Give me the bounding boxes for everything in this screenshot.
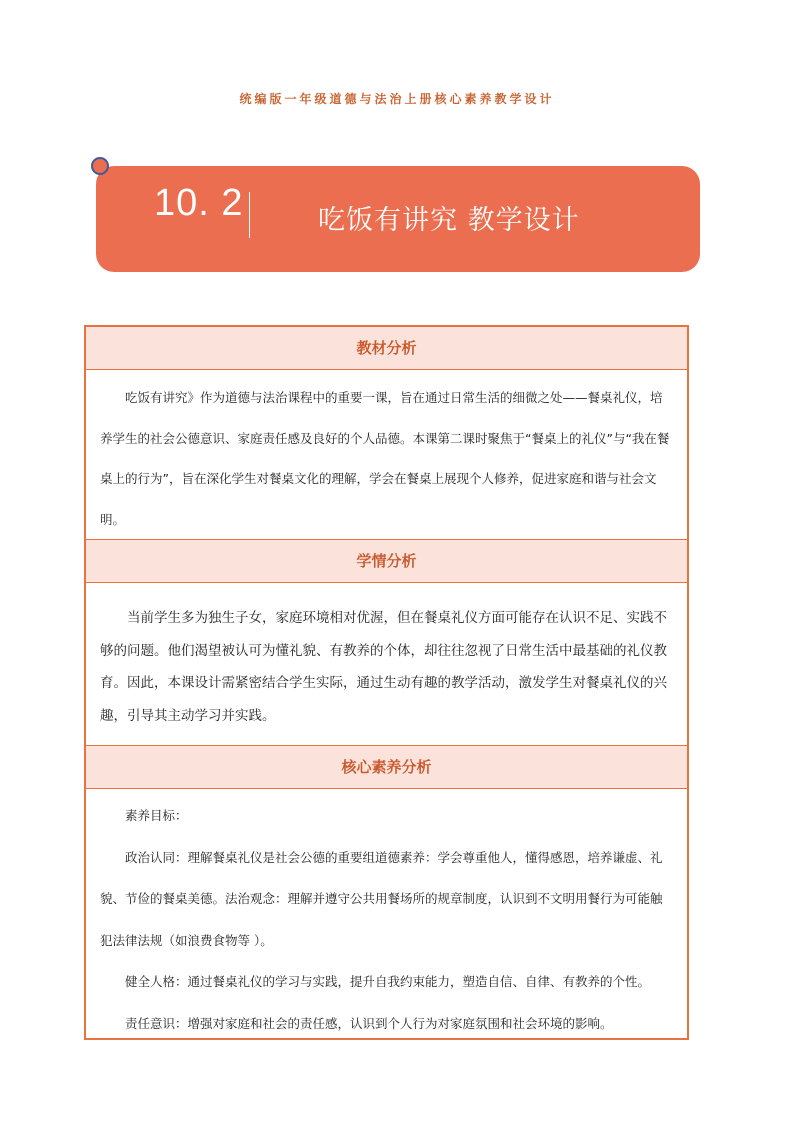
banner-dot-icon bbox=[91, 157, 109, 175]
section-body-core-literacy bbox=[86, 789, 687, 1038]
paragraph-responsibility: 责任意识：增强对家庭和社会的责任感，认识到个人行为对家庭氛围和社会环境的影响。 bbox=[125, 1015, 613, 1031]
page-header: 统编版一年级道德与法治上册核心素养教学设计 bbox=[239, 92, 555, 106]
paragraph-goals-label: 素养目标： bbox=[125, 808, 188, 823]
section-body-textbook-analysis bbox=[86, 370, 687, 540]
paragraph: 吃饭有讲究》作为道德与法治课程中的重要一课，旨在通过日常生活的细微之处——餐桌礼仪，培养学生的社会公德意识、家庭责任感及良好的个人品德。本课第二课时聚焦于“餐桌上的礼仪”与“我在餐桌上的行为”，旨在深化学生对餐桌文化的理解，学会在餐桌上展现个人修养，促进家庭和谐与社会文明。 bbox=[100, 390, 670, 527]
section-body-student-analysis bbox=[86, 583, 687, 746]
section-heading-textbook-analysis: 教材分析 bbox=[86, 327, 687, 370]
lesson-title: 吃饭有讲究 教学设计 bbox=[318, 205, 580, 236]
section-heading-student-analysis: 学情分析 bbox=[86, 540, 687, 583]
paragraph-political: 政治认同：理解餐桌礼仪是社会公德的重要组道德素养：学会尊重他人，懂得感恩，培养谦虚、礼貌、节俭的餐桌美德。法治观念：理解并遵守公共用餐场所的规章制度，认识到不文明用餐行为可能触犯法律法规（如浪费食物等 ）。 bbox=[100, 849, 663, 948]
design-table bbox=[84, 325, 689, 1040]
section-heading-core-literacy: 核心素养分析 bbox=[86, 746, 687, 789]
paragraph-personality: 健全人格：通过餐桌礼仪的学习与实践，提升自我约束能力，塑造自信、自律、有教养的个性。 bbox=[125, 974, 651, 989]
banner-divider bbox=[249, 192, 250, 238]
paragraph: 当前学生多为独生子女，家庭环境相对优渥，但在餐桌礼仪方面可能存在认识不足、实践不够的问题。他们渴望被认可为懂礼貌、有教养的个体，却往往忽视了日常生活中最基础的礼仪教育。因此，本课设计需紧密结合学生实际，通过生动有趣的教学活动，激发学生对餐桌礼仪的兴趣，引导其主动学习并实践。 bbox=[100, 610, 667, 724]
lesson-banner bbox=[96, 166, 700, 272]
lesson-number: 10. 2 bbox=[154, 182, 244, 224]
